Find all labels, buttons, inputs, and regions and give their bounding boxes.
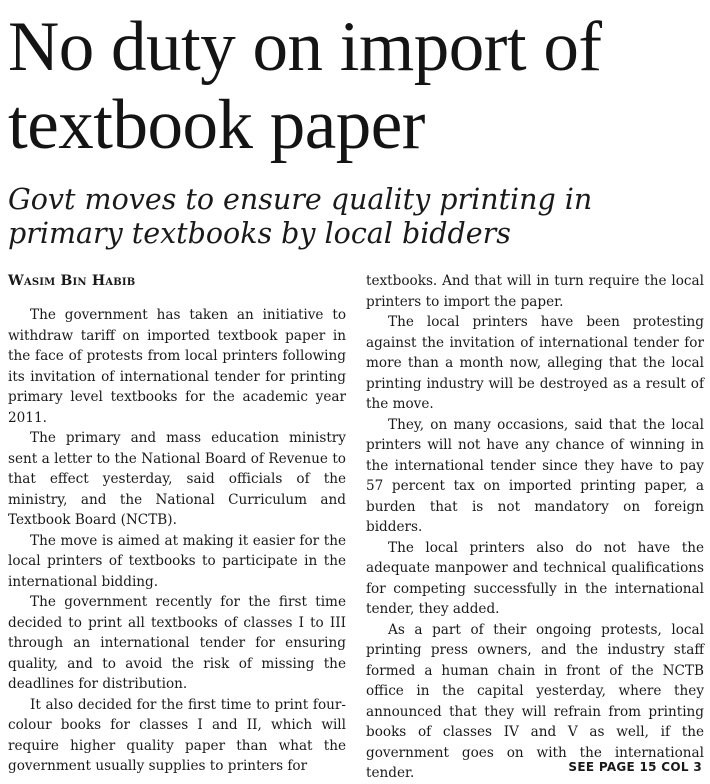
subheadline: Govt moves to ensure quality printing in primary textbooks by local bidders (8, 183, 593, 250)
paragraph: They, on many occasions, said that the local printers will not have any chance of winning in the international tender since they have to pay 57 percent tax on imported printing paper, a burden that is not mandatory on foreign bidders. (366, 416, 704, 535)
article-column-right (366, 271, 704, 784)
paragraph: The local printers also do not have the adequate manpower and technical qualifications for competing successfully in the international tender, they added. (366, 539, 704, 617)
paragraph: As a part of their ongoing protests, local printing press owners, and the industry staff formed a human chain in front of the NCTB office in the capital yesterday, where they announced that they will refrain from printing books of classes IV and V as well, if the government goes on with the international tender. (366, 621, 704, 781)
paragraph: The local printers have been protesting against the invitation of international tender for more than a month now, alleging that the local printing industry will be destroyed as a result of the move. (366, 314, 704, 412)
article-column-left (8, 305, 346, 777)
continuation-jump-line: SEE PAGE 15 COL 3 (568, 760, 702, 774)
paragraph: The government recently for the first time decided to print all textbooks of classes I to III through an international tender for ensuring quality, and to avoid the risk of missing the deadlines for distribution. (8, 594, 346, 692)
headline: No duty on import of textbook paper (8, 8, 602, 164)
byline: Wasim Bin Habib (8, 273, 136, 289)
paragraph: The primary and mass education ministry sent a letter to the National Board of Revenue to that effect yesterday, said officials of the ministry, and the National Curriculum and Textbook Board (NCTB). (8, 430, 346, 528)
paragraph: The move is aimed at making it easier for the local printers of textbooks to participate in the international bidding. (8, 532, 346, 590)
paragraph: The government has taken an initiative to withdraw tariff on imported textbook paper in the face of protests from local printers following its invitation of international tender for printing primary level textbooks for the academic year 2011. (8, 307, 346, 426)
paragraph-continued: textbooks. And that will in turn require the local printers to import the paper. (366, 273, 704, 310)
paragraph: It also decided for the first time to print four-colour books for classes I and II, which will require higher quality paper than what the government usually supplies to printers for (8, 696, 346, 774)
